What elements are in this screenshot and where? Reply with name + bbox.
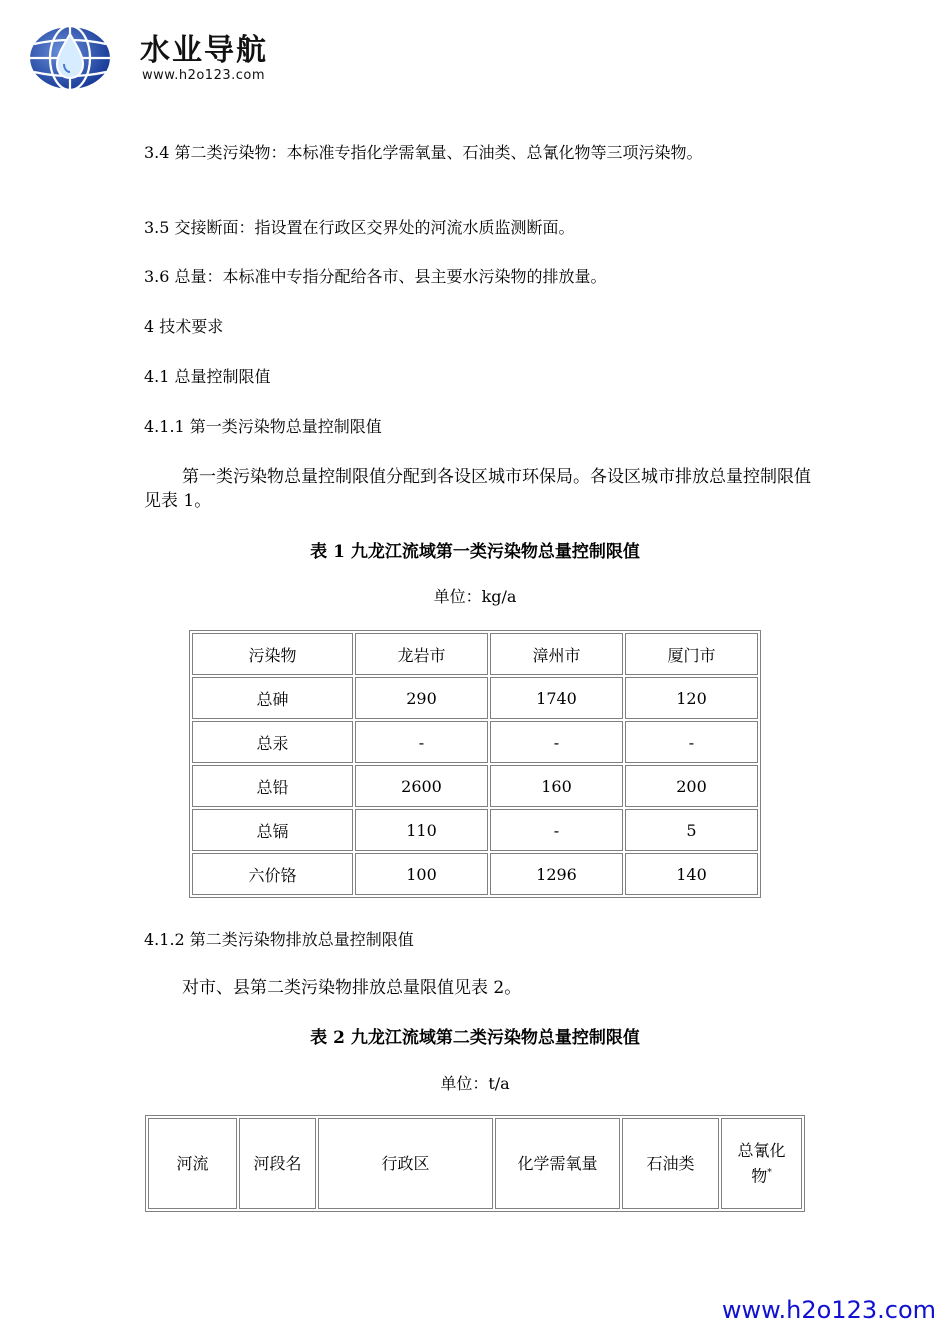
table-cell: 总镉 [192, 809, 353, 851]
table-header-cell: 污染物 [192, 633, 353, 675]
paragraph-4-1-1-body: 第一类污染物总量控制限值分配到各设区城市环保局。各设区城市排放总量控制限值见表 1。 [144, 467, 811, 511]
paragraph-4-1-2-body: 对市、县第二类污染物排放总量限值见表 2。 [182, 978, 522, 998]
table-row [192, 809, 758, 851]
table-cell: 5 [625, 809, 758, 851]
table-cell: 总汞 [192, 721, 353, 763]
total-cyanide-label: 总氰化物 [737, 1140, 786, 1186]
table-header-cell: 河段名 [239, 1118, 316, 1209]
footer-url-link[interactable]: www.h2o123.com [721, 1296, 936, 1324]
table-cell: - [355, 721, 488, 763]
table-header-cell: 石油类 [622, 1118, 719, 1209]
table1-unit: 单位：kg/a [433, 587, 517, 606]
table-cell: 140 [625, 853, 758, 895]
table-cell: 120 [625, 677, 758, 719]
table-cell: 总铅 [192, 765, 353, 807]
paragraph-3-6: 3.6 总量：本标准中专指分配给各市、县主要水污染物的排放量。 [144, 267, 607, 286]
table-cell: - [490, 809, 623, 851]
table-cell: 1296 [490, 853, 623, 895]
table1-caption: 表 1 九龙江流域第一类污染物总量控制限值 [310, 542, 640, 562]
table-cell: 110 [355, 809, 488, 851]
table-header-cell: 行政区 [318, 1118, 493, 1209]
table-cell: 200 [625, 765, 758, 807]
table-cell: - [625, 721, 758, 763]
heading-4-1: 4.1 总量控制限值 [144, 367, 271, 386]
table-header-cell: 龙岩市 [355, 633, 488, 675]
paragraph-4-1-2-text [144, 976, 814, 1000]
footnote-marker: * [767, 1167, 772, 1178]
table2-unit: 单位：t/a [440, 1074, 510, 1093]
table-header-cell: 厦门市 [625, 633, 758, 675]
table-row [192, 853, 758, 895]
logo-title: 水业导航 [140, 33, 268, 68]
table-cell: 2600 [355, 765, 488, 807]
table-header-cell: 化学需氧量 [495, 1118, 620, 1209]
table-1 [189, 630, 761, 898]
paragraph-3-5: 3.5 交接断面：指设置在行政区交界处的河流水质监测断面。 [144, 218, 575, 237]
table-header-row [192, 633, 758, 675]
table-row [192, 677, 758, 719]
table-cell: 100 [355, 853, 488, 895]
table2-caption: 表 2 九龙江流域第二类污染物总量控制限值 [310, 1028, 640, 1048]
site-logo[interactable] [26, 22, 326, 94]
table-row [192, 721, 758, 763]
table-cell: 160 [490, 765, 623, 807]
paragraph-3-4: 3.4 第二类污染物：本标准专指化学需氧量、石油类、总氰化物等三项污染物。 [144, 143, 703, 162]
table-header-cell: 漳州市 [490, 633, 623, 675]
heading-4-1-1: 4.1.1 第一类污染物总量控制限值 [144, 417, 382, 436]
paragraph-4-1-1-text [144, 465, 814, 513]
heading-4: 4 技术要求 [144, 317, 224, 336]
heading-4-1-2: 4.1.2 第二类污染物排放总量控制限值 [144, 930, 414, 949]
table-header-cell: 河流 [148, 1118, 237, 1209]
logo-url: www.h2o123.com [142, 68, 266, 83]
globe-water-drop-icon [26, 22, 116, 92]
table-header-row [148, 1118, 802, 1209]
table-cell: 六价铬 [192, 853, 353, 895]
table-2 [145, 1115, 805, 1212]
table-row [192, 765, 758, 807]
table-header-cell [721, 1118, 802, 1209]
table-cell: 1740 [490, 677, 623, 719]
table-cell: 总砷 [192, 677, 353, 719]
table-cell: 290 [355, 677, 488, 719]
table-cell: - [490, 721, 623, 763]
